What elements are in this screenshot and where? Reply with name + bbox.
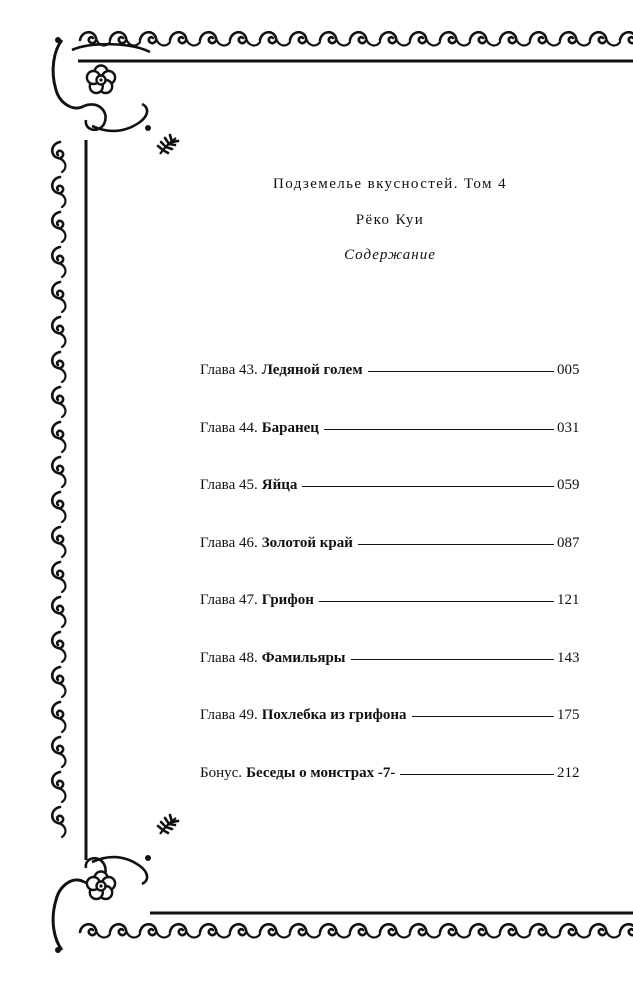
toc-chapter-number: Бонус. — [200, 764, 243, 781]
toc-page-number: 031 — [557, 419, 580, 436]
toc-leader-line — [351, 659, 555, 660]
toc-chapter-title: Яйца — [261, 477, 298, 494]
leaf-sprig-icon — [158, 815, 178, 834]
toc-entry[interactable] — [200, 572, 585, 630]
toc-chapter-number: Глава 47. — [200, 592, 258, 609]
toc-entry[interactable] — [200, 745, 585, 803]
toc-chapter-title: Беседы о монстрах -7- — [246, 764, 396, 781]
toc-page-number: 059 — [557, 477, 580, 494]
toc-page-number: 212 — [557, 764, 580, 781]
leaf-sprig-icon — [158, 135, 178, 154]
toc-entry[interactable] — [200, 515, 585, 573]
toc-chapter-title: Ледяной голем — [261, 362, 363, 379]
toc-leader-line — [400, 774, 554, 775]
toc-entry[interactable] — [200, 687, 585, 745]
bottom-border — [80, 913, 633, 937]
toc-chapter-number: Глава 48. — [200, 649, 258, 666]
table-of-contents — [200, 342, 585, 802]
toc-leader-line — [412, 716, 554, 717]
toc-leader-line — [368, 371, 554, 372]
toc-chapter-title: Грифон — [261, 592, 314, 609]
toc-chapter-title: Похлебка из грифона — [261, 707, 407, 724]
toc-entry[interactable] — [200, 342, 585, 400]
toc-leader-line — [302, 486, 554, 487]
book-title: Подземелье вкусностей. Том 4 — [273, 176, 507, 192]
toc-entry[interactable] — [200, 630, 585, 688]
top-border — [78, 32, 633, 61]
toc-entry[interactable] — [200, 457, 585, 515]
toc-entry[interactable] — [200, 400, 585, 458]
toc-chapter-number: Глава 46. — [200, 534, 258, 551]
author-name: Рёко Куи — [355, 212, 425, 228]
left-border — [52, 140, 86, 860]
toc-page-number: 087 — [557, 534, 580, 551]
toc-chapter-number: Глава 43. — [200, 362, 258, 379]
corner-top-left — [53, 37, 151, 131]
toc-chapter-title: Баранец — [261, 419, 319, 436]
contents-heading: Содержание — [344, 247, 436, 263]
toc-chapter-number: Глава 49. — [200, 707, 258, 724]
toc-leader-line — [358, 544, 554, 545]
toc-page-number: 121 — [557, 592, 580, 609]
corner-bottom-left — [53, 855, 151, 953]
flower-icon — [87, 66, 115, 94]
toc-leader-line — [319, 601, 554, 602]
toc-chapter-number: Глава 44. — [200, 419, 258, 436]
toc-leader-line — [324, 429, 554, 430]
toc-chapter-title: Золотой край — [261, 534, 353, 551]
toc-chapter-number: Глава 45. — [200, 477, 258, 494]
flower-icon — [87, 872, 115, 900]
toc-page-number: 175 — [557, 707, 580, 724]
toc-chapter-title: Фамильяры — [261, 649, 346, 666]
toc-page-number: 143 — [557, 649, 580, 666]
toc-page-number: 005 — [557, 362, 580, 379]
